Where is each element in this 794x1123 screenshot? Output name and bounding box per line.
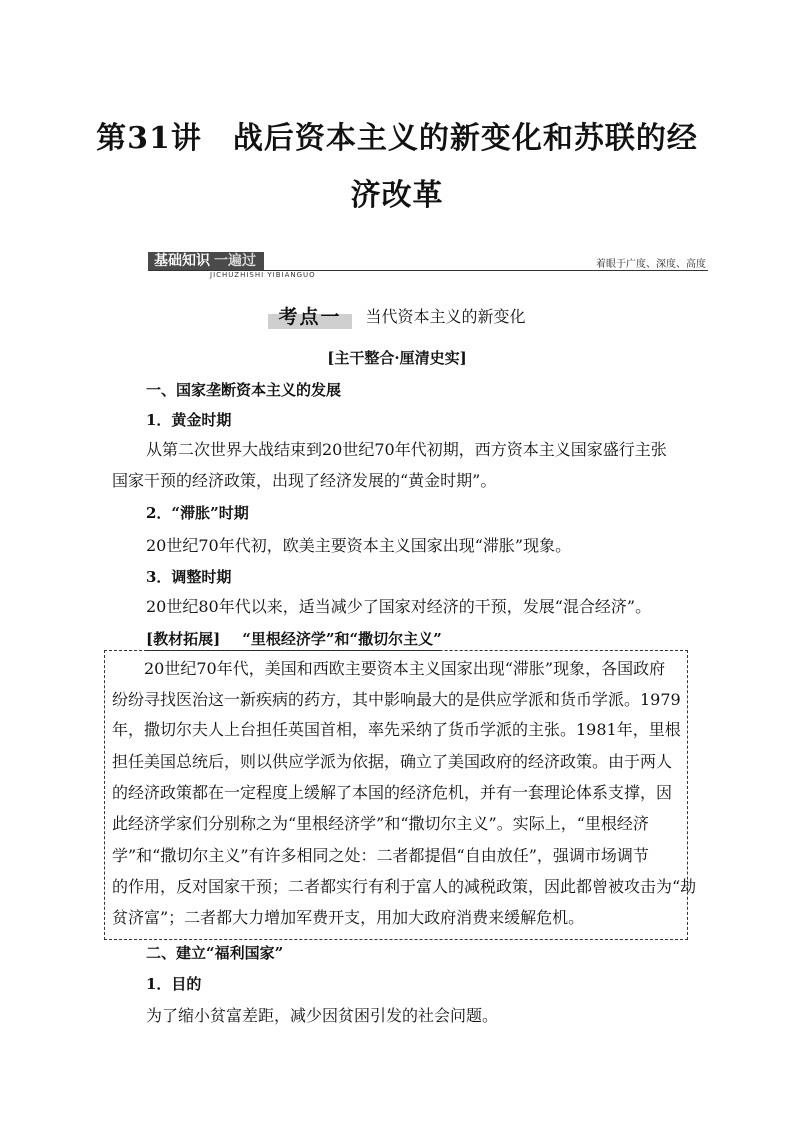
section-2-item-1-text: 为了缩小贫富差距，减少因贫困引发的社会问题。 — [146, 1006, 499, 1025]
item-2-text: 20世纪70年代初，欧美主要资本主义国家出现“滞胀”现象。 — [146, 536, 572, 555]
page-title-line-1: 第31讲 战后资本主义的新变化和苏联的经 — [96, 121, 698, 156]
item-2-heading: 2．“滞胀”时期 — [146, 504, 249, 522]
section-label: [主干整合·厘清史实] — [327, 349, 467, 367]
item-1-heading: 1．黄金时期 — [146, 411, 232, 429]
extension-title: “里根经济学”和“撒切尔主义” — [242, 630, 442, 648]
banner-tag-sub: 一遍过 — [214, 253, 256, 269]
box-line-3: 年，撒切尔夫人上台担任英国首相，率先采纳了货币学派的主张。1981年，里根 — [112, 720, 681, 739]
page-title-line-2: 济改革 — [350, 178, 444, 213]
section-banner — [148, 252, 708, 278]
box-line-8: 的作用，反对国家干预；二者都实行有利于富人的减税政策，因此都曾被攻击为“劫 — [112, 877, 697, 896]
topic-title: 当代资本主义的新变化 — [365, 307, 526, 326]
banner-tag-main: 基础知识 — [154, 253, 210, 269]
banner-tag — [148, 252, 264, 270]
banner-pinyin: JICHUZHISHI YIBIANGUO — [210, 271, 316, 279]
box-line-1: 20世纪70年代，美国和西欧主要资本主义国家出现“滞胀”现象，各国政府 — [112, 659, 666, 678]
section-2-item-1-heading: 1．目的 — [146, 975, 202, 993]
box-line-4: 担任美国总统后，则以供应学派为依据，确立了美国政府的经济政策。由于两人 — [112, 752, 673, 771]
box-line-9: 贫济富”；二者都大力增加军费开支，用加大政府消费来缓解危机。 — [112, 908, 585, 927]
banner-motto: 着眼于广度、深度、高度 — [596, 259, 706, 270]
extension-label: [教材拓展] — [146, 630, 221, 648]
box-line-6: 此经济学家们分别称之为“里根经济学”和“撒切尔主义”。实际上，“里根经济 — [112, 814, 649, 833]
box-line-2: 纷纷寻找医治这一新疾病的药方，其中影响最大的是供应学派和货币学派。1979 — [112, 690, 681, 709]
box-line-7: 学”和“撒切尔主义”有许多相同之处：二者都提倡“自由放任”，强调市场调节 — [112, 846, 649, 865]
topic-heading — [0, 302, 794, 329]
section-2-heading: 二、建立“福利国家” — [146, 944, 284, 962]
section-1-heading: 一、国家垄断资本主义的发展 — [146, 381, 342, 399]
extension-heading — [146, 628, 442, 651]
item-1-text-line-2: 国家干预的经济政策，出现了经济发展的“黄金时期”。 — [112, 471, 497, 490]
item-3-heading: 3．调整时期 — [146, 568, 232, 586]
item-1-text-line-1: 从第二次世界大战结束到20世纪70年代初期，西方资本主义国家盛行主张 — [146, 440, 667, 459]
topic-label: 考点一 — [268, 302, 351, 329]
item-3-text: 20世纪80年代以来，适当减少了国家对经济的干预，发展“混合经济”。 — [146, 597, 652, 616]
box-line-5: 的经济政策都在一定程度上缓解了本国的经济危机，并有一套理论体系支撑，因 — [112, 783, 673, 802]
